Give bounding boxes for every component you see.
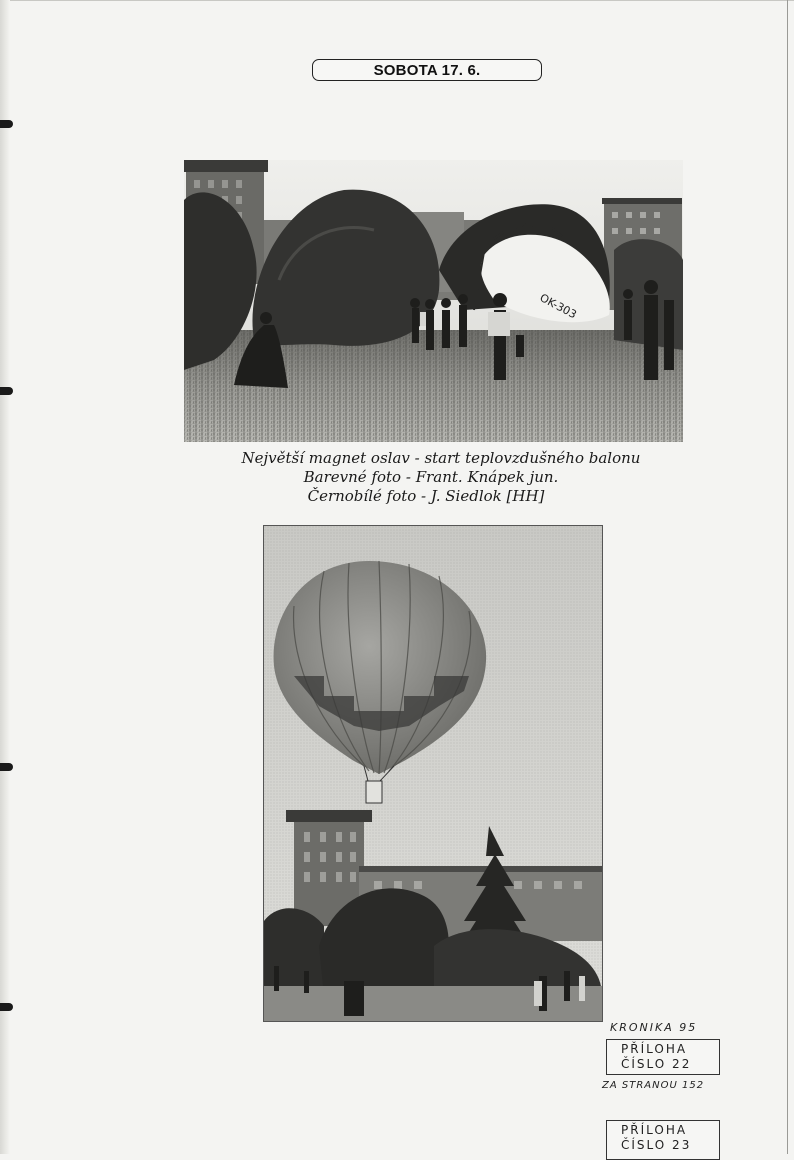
page-binding-edge (0, 0, 10, 1154)
caption-line-2: Barevné foto - Frant. Knápek jun. (303, 468, 559, 486)
photo-balloon-flight (263, 525, 603, 1022)
attachment-stamp-2-line-1: PŘÍLOHA (621, 1123, 688, 1137)
attachment-stamp-1-line-2: ČÍSLO 22 (621, 1057, 692, 1071)
photo-balloon-inflation-image (184, 160, 683, 442)
binder-hole (0, 763, 13, 771)
balloon-marking: OK-303 (537, 291, 579, 322)
date-header-text: SOBOTA 17. 6. (373, 61, 481, 79)
date-header (312, 59, 542, 81)
kronika-label: KRONIKA 95 (610, 1021, 698, 1034)
photo-balloon-flight-image (264, 526, 602, 1021)
caption-line-1: Největší magnet oslav - start teplovzdušného balonu (241, 449, 641, 467)
attachment-stamp-1 (606, 1039, 720, 1075)
attachment-stamp-2-line-2: ČÍSLO 23 (621, 1138, 692, 1152)
page-right-edge (787, 0, 788, 1154)
binder-hole (0, 387, 13, 395)
photo-balloon-inflation (184, 160, 683, 442)
attachment-stamp-1-line-1: PŘÍLOHA (621, 1042, 688, 1056)
zastranou-label: ZA STRANOU 152 (602, 1080, 705, 1091)
caption-line-3: Černobílé foto - J. Siedlok [HH] (307, 487, 545, 505)
page-top-edge (0, 0, 794, 1)
binder-hole (0, 1003, 13, 1011)
attachment-stamp-2 (606, 1120, 720, 1160)
binder-hole (0, 120, 13, 128)
